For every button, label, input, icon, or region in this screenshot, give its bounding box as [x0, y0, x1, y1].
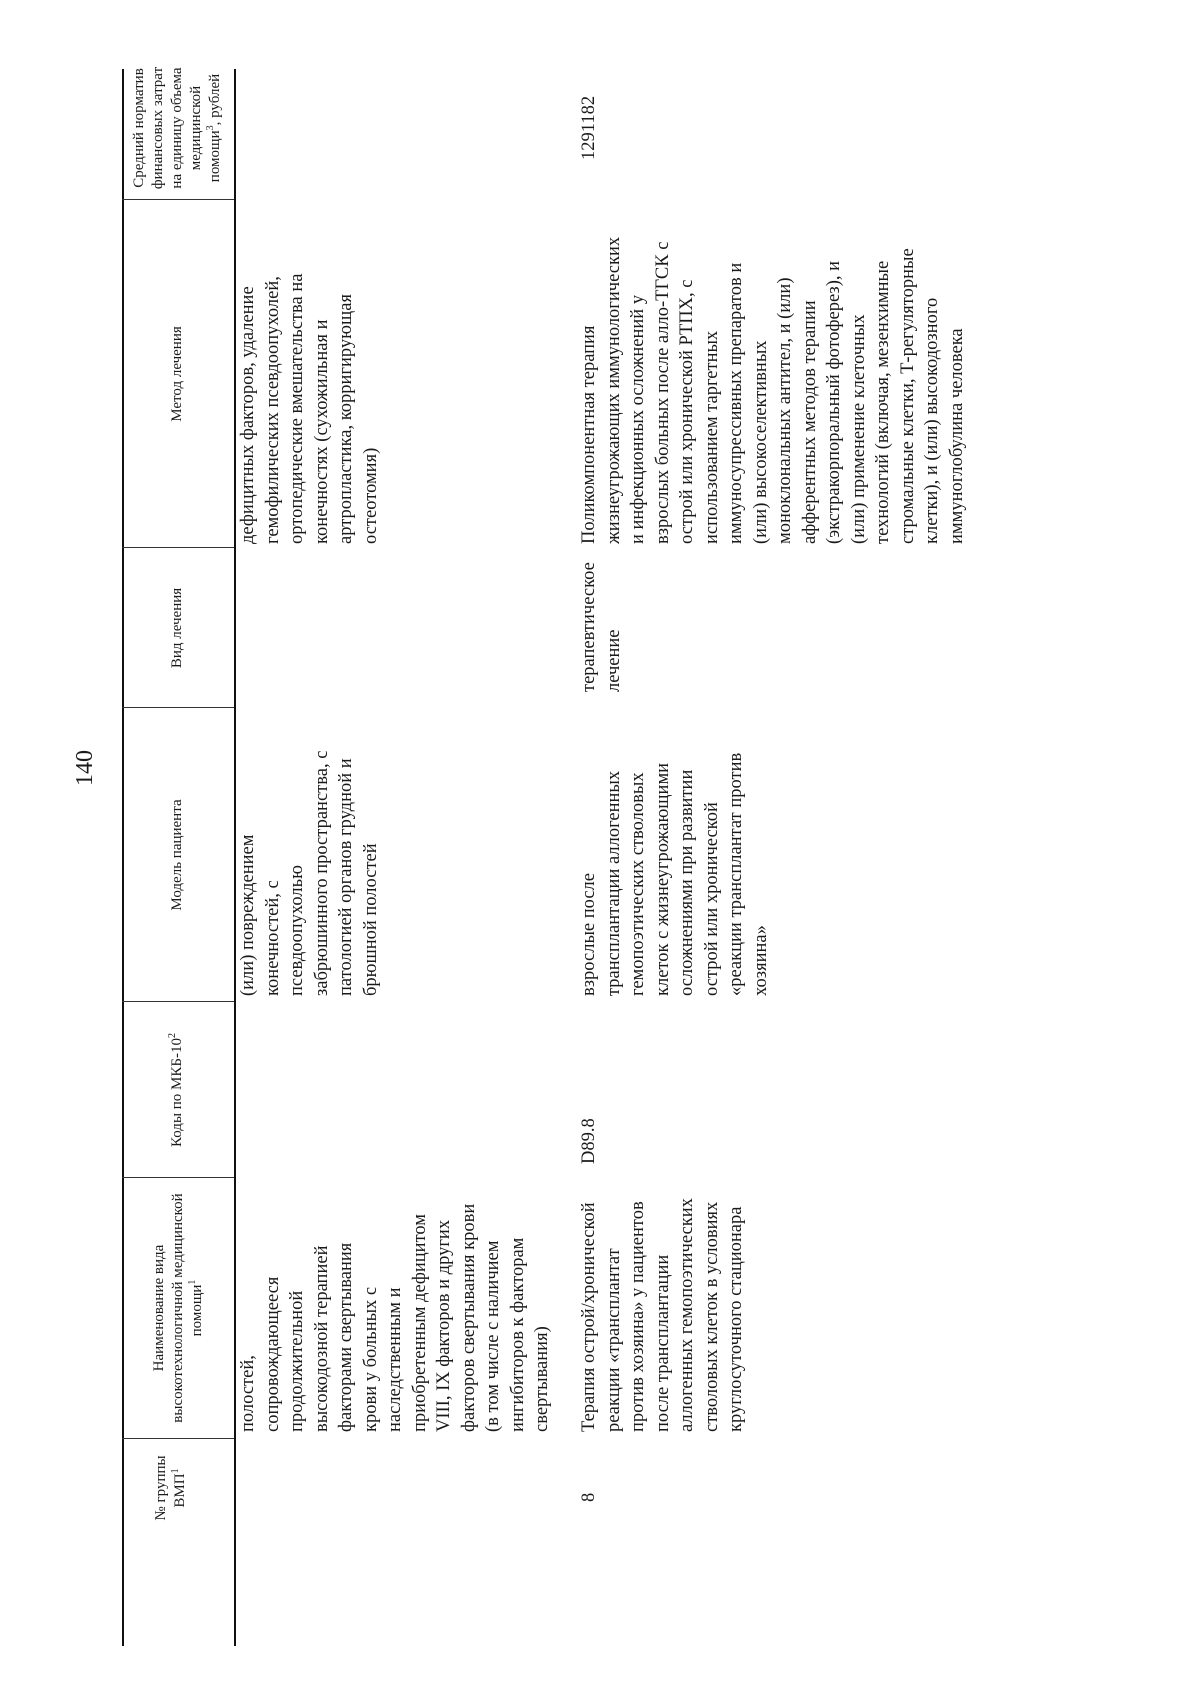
header-treatment-method: Метод лечения [169, 326, 185, 422]
header-service-name: Наименование вида высокотехнологичной медицинской помощи$^1$ [151, 1193, 205, 1423]
header-treatment-type: Вид лечения [169, 587, 185, 669]
row2-cost-value: 1291182 [579, 95, 599, 160]
row2-group-number: 8 [579, 1492, 599, 1502]
col-divider [122, 707, 234, 708]
col-divider [122, 1438, 234, 1439]
header-patient-model: Модель пациента [169, 799, 185, 911]
col-divider [122, 199, 234, 200]
row1-treatment-method: дефицитных факторов, удаление гемофилических псевдоопухолей, ортопедические вмешательства на конечностях (сухожильная и артропластика, корригирующая остеотомия) [238, 273, 381, 544]
row2-patient-model: взрослые после трансплантации аллогенных гемопоэтических стволовых клеток с жизнеугрожающими осложнениями при развитии острой или хронической «реакции трансплантат против хозяина» [579, 752, 771, 996]
row1-patient-model: (или) повреждением конечностей, с псевдоопухолью забрюшинного пространства, с патологией органов грудной и брюшной полостей [238, 750, 381, 996]
row2-treatment-method: Поликомпонентная терапия жизнеугрожающих иммунологических и инфекционных осложнений у взрослых больных после алло-ТГСК с острой или хронической РТПХ, с использованием таргетных иммуносупрессивных препаратов и (или) высокоселективных моноклональных антител, и (или) афферентных методов терапии (экстракорпоральный фотоферез), и (или) применение клеточных технологий (включая, мезенхимные стромальные клетки, Т-регуляторные клетки), и (или) высокодозного иммуноглобулина человека [579, 236, 967, 544]
row2-treatment-type: терапевтическое лечение [579, 562, 624, 692]
row2-service-name: Терапия острой/хронической реакции «трансплантат против хозяина» у пациентов после трансплантации аллогенных гемопоэтических стволовых клеток в условиях круглосуточного стационара [579, 1198, 746, 1432]
header-icd-codes: Коды по МКБ-$10^2$ [167, 1033, 185, 1148]
col-divider [122, 1177, 234, 1178]
col-divider [122, 1001, 234, 1002]
row2-icd-codes: D89.8 [579, 1118, 599, 1164]
page-number: 140 [72, 750, 98, 786]
header-cost-standard: Средний норматив финансовых затрат на единицу объема медицинской помощи$^3$, рублей [131, 66, 223, 190]
col-divider [122, 547, 234, 548]
row1-service-name: полостей, сопровождающееся продолжительной высокодозной терапией факторами свертывания крови у больных с наследственным и приобретенным дефицитом VIII, IX факторов и других факторов свертывания крови (в том числе с наличием ингибиторов к факторам свертывания) [238, 1203, 552, 1432]
table-top-rule [122, 69, 124, 1646]
header-group: № группы ВМП$^1$ [153, 1455, 188, 1521]
